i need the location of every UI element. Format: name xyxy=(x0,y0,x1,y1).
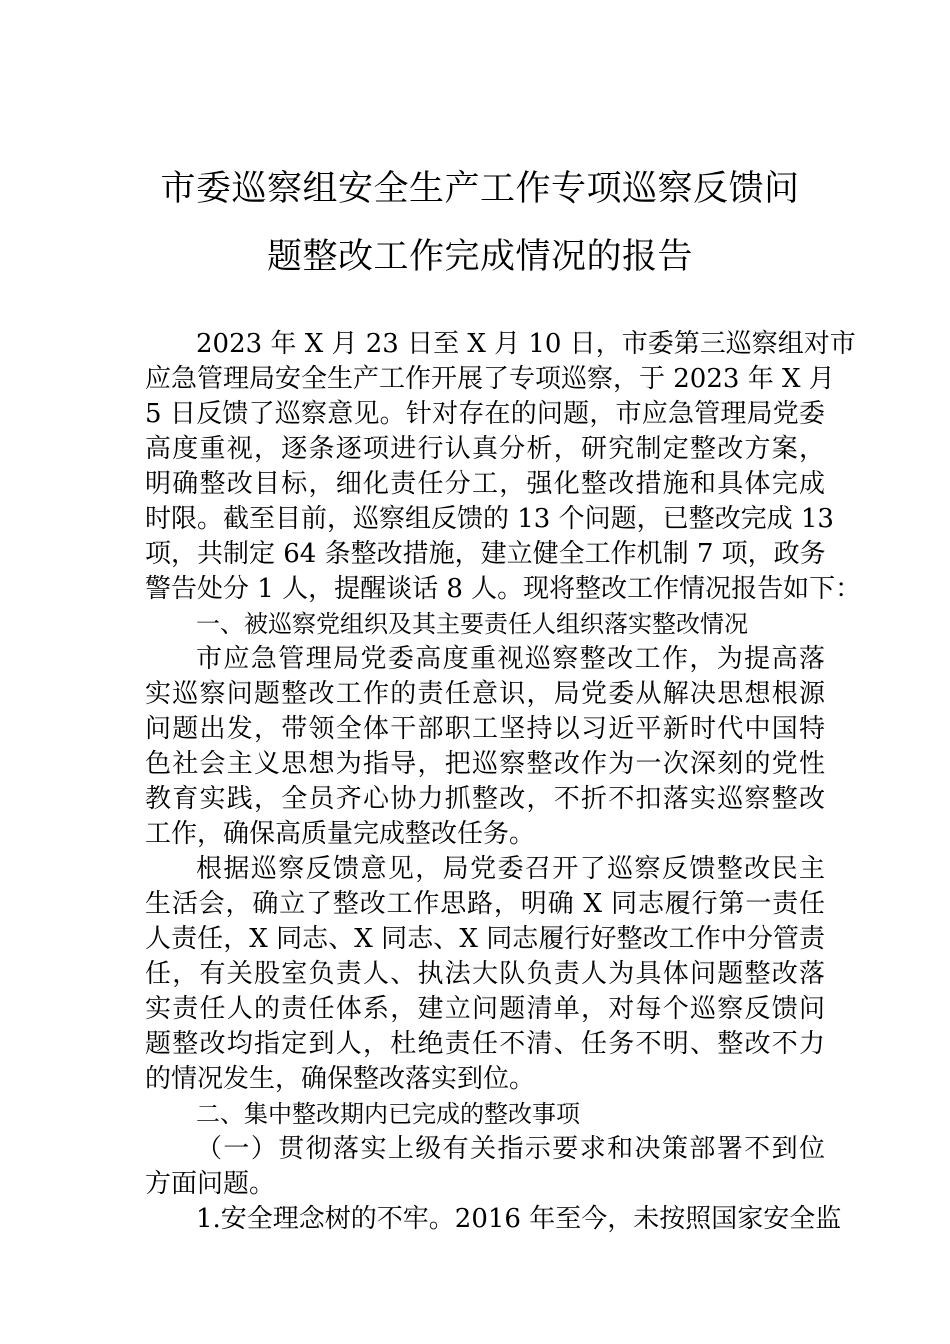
paragraph-line: 明确整改目标，细化责任分工，强化整改措施和具体完成 xyxy=(145,469,825,499)
paragraph-line: 项，共制定 64 条整改措施，建立健全工作机制 7 项，政务 xyxy=(145,539,826,569)
subsection-heading-cont: 方面问题。 xyxy=(145,1169,276,1199)
paragraph-line: 1.安全理念树的不牢。2016 年至今，未按照国家安全监 xyxy=(196,1204,842,1234)
paragraph-line: 题整改均指定到人，杜绝责任不清、任务不明、整改不力 xyxy=(145,1029,825,1059)
section-heading-2: 二、集中整改期内已完成的整改事项 xyxy=(196,1100,580,1128)
section-heading-1: 一、被巡察党组织及其主要责任人组织落实整改情况 xyxy=(196,610,748,638)
paragraph-line: 实巡察问题整改工作的责任意识，局党委从解决思想根源 xyxy=(145,679,825,709)
paragraph-line: 人责任，X 同志、X 同志、X 同志履行好整改工作中分管责 xyxy=(145,924,825,954)
paragraph-line: 色社会主义思想为指导，把巡察整改作为一次深刻的党性 xyxy=(145,749,825,779)
document-title-line-2: 题整改工作完成情况的报告 xyxy=(266,237,693,277)
paragraph-line: 5 日反馈了巡察意见。针对存在的问题，市应急管理局党委 xyxy=(145,399,825,429)
paragraph-line: 警告处分 1 人，提醒谈话 8 人。现将整改工作情况报告如下： xyxy=(145,574,862,604)
paragraph-line: 应急管理局安全生产工作开展了专项巡察，于 2023 年 X 月 xyxy=(145,364,835,394)
subsection-heading: （一）贯彻落实上级有关指示要求和决策部署不到位 xyxy=(196,1134,825,1164)
document-title-line-1: 市委巡察组安全生产工作专项巡察反馈问 xyxy=(160,169,800,209)
paragraph-line: 高度重视，逐条逐项进行认真分析，研究制定整改方案， xyxy=(145,434,825,464)
paragraph-line: 的情况发生，确保整改落实到位。 xyxy=(145,1064,536,1094)
paragraph-line: 实责任人的责任体系，建立问题清单，对每个巡察反馈问 xyxy=(145,994,825,1024)
paragraph-line: 问题出发，带领全体干部职工坚持以习近平新时代中国特 xyxy=(145,714,825,744)
paragraph-line: 市应急管理局党委高度重视巡察整改工作，为提高落 xyxy=(196,644,825,674)
paragraph-line: 工作，确保高质量完成整改任务。 xyxy=(145,819,536,849)
paragraph-line: 教育实践，全员齐心协力抓整改，不折不扣落实巡察整改 xyxy=(145,784,825,814)
paragraph-line: 根据巡察反馈意见，局党委召开了巡察反馈整改民主 xyxy=(196,854,825,884)
paragraph-line: 任，有关股室负责人、执法大队负责人为具体问题整改落 xyxy=(145,959,825,989)
paragraph-line: 生活会，确立了整改工作思路，明确 X 同志履行第一责任 xyxy=(145,889,825,919)
paragraph-line: 2023 年 X 月 23 日至 X 月 10 日，市委第三巡察组对市 xyxy=(196,329,856,359)
paragraph-line: 时限。截至目前，巡察组反馈的 13 个问题，已整改完成 13 xyxy=(145,504,834,534)
